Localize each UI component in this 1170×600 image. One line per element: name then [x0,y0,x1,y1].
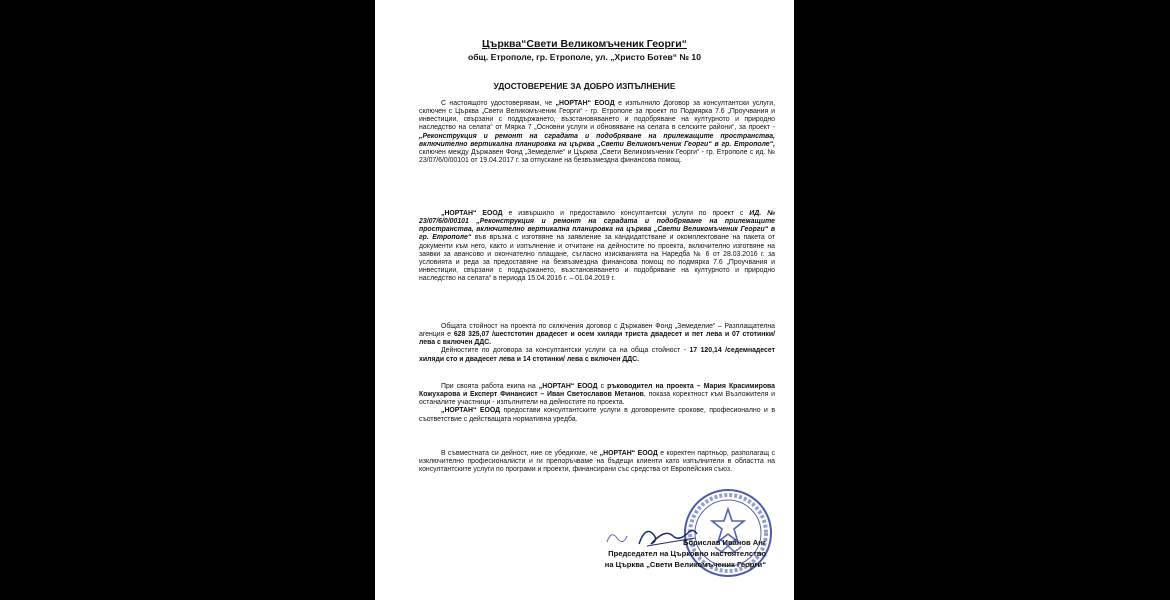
company-name: „НОРТАН“ ЕООД [538,383,598,390]
project-name: „Реконструкция и ремонт на сградата и подобряване на прилежащите пространства, включително вертикална планировка на църква „Свети Великомъченик Георги“ в гр. Етрополе“, [419,132,775,148]
document-page [375,0,794,600]
company-name: „НОРТАН“ ЕООД [441,210,503,217]
project-id: ИД. № 23/07/6/0/00101 „Реконструкция и ремонт на сградата и подобряване на прилежащите пространства, включително вертикална планировка на църква „Свети Великомъченик Георги“ в гр. Етрополе“ [419,210,775,242]
document-title: УДОСТОВЕРЕНИЕ ЗА ДОБРО ИЗПЪЛНЕНИЕ [493,81,676,91]
team-members: ръководител на проекта – Мария Красимирова Кожухарова и Експерт Финансист – Иван Светославов Метанов [419,383,776,399]
signatory-org: на Църква „Свети Великомъченик Георги“ [604,560,766,569]
church-address: общ. Етрополе, гр. Етрополе, ул. „Христо Ботев“ № 10 [468,52,701,62]
signatory-title: Председател на Църковно настоятелство [608,549,766,558]
church-title: Църква“Свети Великомъченик Георги“ [482,38,687,50]
paragraph-4: При своята работа екипа на „НОРТАН“ ЕООД с ръководител на проекта – Мария Красимирова Кожухарова и Експерт Финансист – Иван Светославов Метанов, показа коректност към Възложителя и останалите участници - изпълнители на дейностите по проекта. „НОРТАН“ ЕООД предостави консултантските услуги в договорените срокове, професионално и в съответствие с действащата нормативна уредба. [419,383,776,423]
company-name: „НОРТАН“ ЕООД [441,407,501,415]
paragraph-3: Общата стойност на проекта по сключения договор с Държавен Фонд „Земеделие“ – Разплащателна агенция е 628 325,07 /шестстотин двадесет и осем хиляди триста двадесет и пет лева и 07 стотинки/ лева с включен ДДС. Дейностите по договора за консултантски услуги са на обща стойност - 17 120,14 /седемнадесет хиляди сто и двадесет лева и 14 стотинки/ лева с включен ДДС. [419,323,775,363]
contract-amount: 17 120,14 /седемнадесет хиляди сто и двадесет лева и 14 стотинки/ лева с включен ДДС. [419,347,775,363]
paragraph-5: В съвместната си дейност, ние се убедихме, че „НОРТАН“ ЕООД е коректен партньор, разполагащ с изключително професионалисти и ги препоръчваме на бъдещи клиенти като изпълнители в областта на консултантските услуги по програми и проекти, финансирани със средства от Европейския съюз. [419,450,775,474]
company-name: „НОРТАН“ ЕООД [555,100,615,107]
company-name: „НОРТАН“ ЕООД [599,450,658,457]
paragraph-1: С настоящото удостоверявам, че „НОРТАН“ ЕООД е изпълнило Договор за консултантски услуги, сключен с Църква „Свети Великомъченик Георги“ - гр. Етрополе за проект по Подмярка 7.6 „Проучвания и инвестиции, свързани с поддържането, възстановяването и подобряване на културното и природно наследство на селата“ от Мярка 7 „Основни услуги и обновяване на селата в селските райони“, за проект - „Реконструкция и ремонт на сградата и подобряване на прилежащите пространства, включително вертикална планировка на църква „Свети Великомъченик Георги“ в гр. Етрополе“, сключен между Държавен Фонд „Земеделие“ и Църква „Свети Великомъченик Георги“ - гр. Етрополе с ид. № 23/07/6/0/00101 от 19.04.2017 г. за отпускане на безвъзмездна финансова помощ. [419,100,776,165]
project-amount: 628 325,07 /шестстотин двадесет и осем хиляди триста двадесет и пет лева и 07 стотинки/ лева с включен ДДС. [419,331,775,347]
paragraph-2: „НОРТАН“ ЕООД е извършило и предоставило консултантски услуги по проект с ИД. № 23/07/6/0/00101 „Реконструкция и ремонт на сградата и подобряване на прилежащите пространства, включително вертикална планировка на църква „Свети Великомъченик Георги“ в гр. Етрополе“ във връзка с изготвяне на заявление за кандидатстване и окомплектоване на пакета от документи към него, както и изпълнение и отчитане на дейностите по проекта, включително изготвяне на заявки за авансово и окончателно плащане, съгласно изискванията на Наредба № 6 от 28.03.2016 г. за условията и реда за предоставяне на безвъзмездна финансова помощ по подмярка 7.6 „Проучвания и инвестиции, свързани с поддържането, възстановяването и подобряване на културното и природно наследство на селата“ в периода 15.04.2016 г. – 01.04.2019 г. [419,210,775,283]
signatory-name: Борислав Иванов Анг [683,538,766,547]
